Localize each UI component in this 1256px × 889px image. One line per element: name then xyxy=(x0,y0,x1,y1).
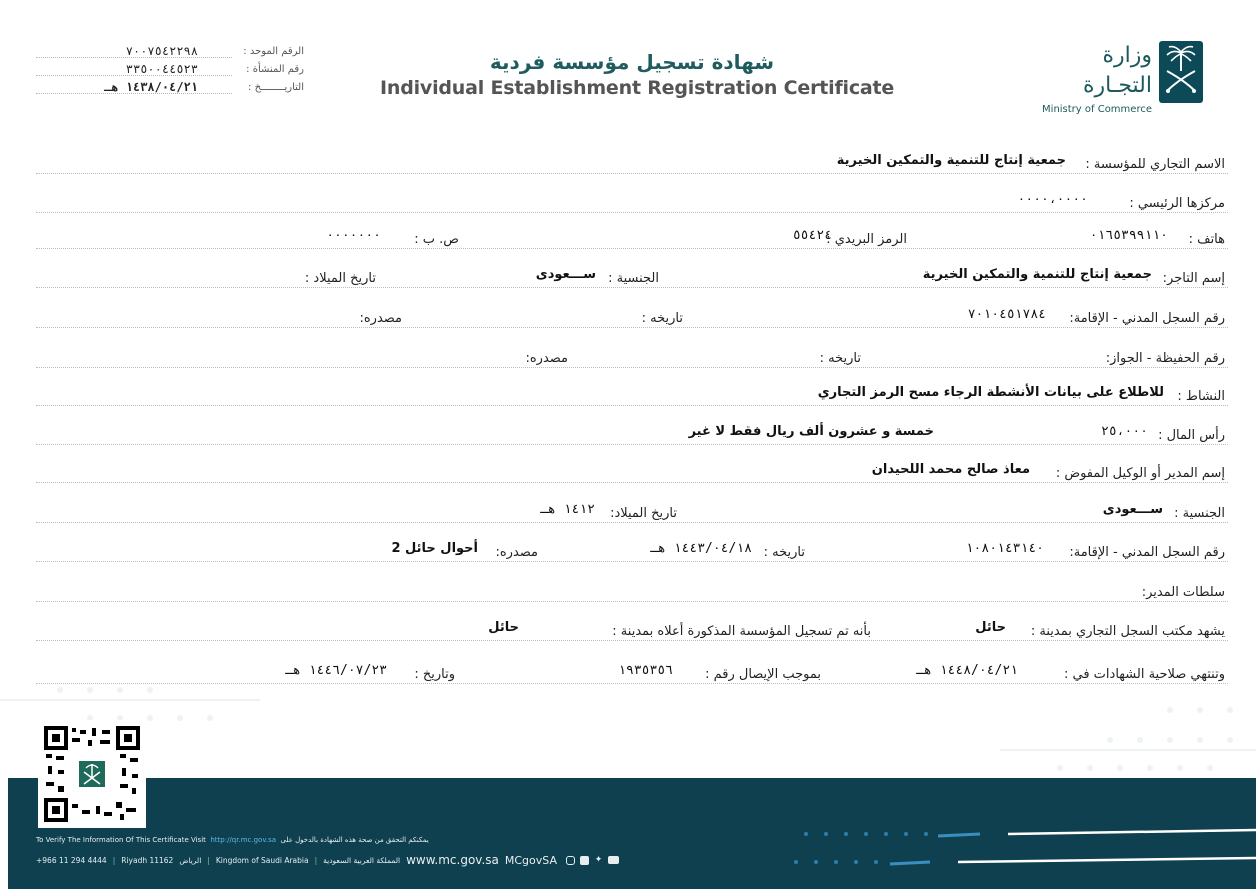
family-id-row xyxy=(36,344,1228,372)
receipt-number-value: ١٩٣٥٣٥٦ xyxy=(618,663,673,678)
merchant-nationality-label: الجنسية : xyxy=(605,271,662,286)
trade-name-value: جمعية إنتاج للتنمية والتمكين الخيرية xyxy=(836,153,1066,168)
certify-office-label: يشهد مكتب السجل التجاري بمدينة : xyxy=(1028,624,1228,639)
qr-code-icon xyxy=(44,726,140,822)
ministry-name-ar: وزارة التجـارة xyxy=(1083,43,1152,98)
activity-row xyxy=(36,382,1228,410)
facebook-icon[interactable] xyxy=(580,856,589,865)
po-box-value: ٠٠٠٠٠٠٠ xyxy=(326,228,381,243)
manager-birthdate-value: ١٤١٢ هـ xyxy=(540,502,595,517)
manager-civil-row xyxy=(36,538,1228,566)
receipt-date-value: ١٤٤٦/٠٧/٢٣ هـ xyxy=(285,663,387,678)
establishment-number-label: رقم المنشأة : xyxy=(246,64,304,75)
manager-civil-source-value: أحوال حائل 2 xyxy=(391,541,478,556)
capital-label: رأس المال : xyxy=(1155,428,1228,443)
activity-value: للاطلاع على بيانات الأنشطة الرجاء مسح الرمز التجاري xyxy=(817,385,1164,400)
verify-text-en: To Verify The Information Of This Certificate Visit xyxy=(36,836,206,844)
verify-url-link[interactable]: http://qr.mc.gov.sa xyxy=(210,836,277,844)
manager-nationality-value: ســـعودى xyxy=(1102,502,1163,517)
instagram-icon[interactable] xyxy=(566,856,575,865)
footer-country-en: Kingdom of Saudi Arabia xyxy=(215,855,309,865)
receipt-number-label: بموجب الإيصال رقم : xyxy=(702,667,824,682)
civil-registry-value: ٧٠١٠٤٥١٧٨٤ xyxy=(967,307,1046,322)
issue-date-label: التاريــــــــخ : xyxy=(248,82,304,93)
phone-value: ٠١٦٥٣٩٩١١٠ xyxy=(1089,228,1168,243)
civil-registry-label: رقم السجل المدني - الإقامة: xyxy=(1066,311,1228,326)
receipt-date-label: وتاريخ : xyxy=(411,667,458,682)
footer-country-ar: المملكة العربية السعودية xyxy=(323,855,401,865)
certify-office-city: حائل xyxy=(975,620,1006,635)
footer-city-ar: الرياض xyxy=(179,855,202,865)
manager-civil-label: رقم السجل المدني - الإقامة: xyxy=(1066,545,1228,560)
civil-registry-source-label: مصدره: xyxy=(356,311,405,326)
capital-row xyxy=(36,421,1228,449)
headquarters-label: مركزها الرئيسي : xyxy=(1126,196,1228,211)
family-id-label: رقم الحفيظة - الجواز: xyxy=(1103,351,1228,366)
certificate-title-ar: شهادة تسجيل مؤسسة فردية xyxy=(489,50,775,74)
saudi-emblem-icon xyxy=(1159,41,1203,103)
registered-city-label: بأنه تم تسجيل المؤسسة المذكورة أعلاه بمدينة : xyxy=(609,624,874,639)
manager-civil-source-label: مصدره: xyxy=(492,545,541,560)
postal-code-label: الرمز البريدي : xyxy=(823,232,910,247)
family-id-date-label: تاريخه : xyxy=(817,351,864,366)
ministry-logo-text xyxy=(1030,41,1152,115)
youtube-icon[interactable] xyxy=(608,856,619,864)
establishment-number-value: ٣٣٥٠٠٤٤٥٢٣ xyxy=(36,62,232,76)
manager-row xyxy=(36,459,1228,487)
registered-city-value: حائل xyxy=(488,620,519,635)
footer-decoration xyxy=(780,826,1256,874)
manager-name-value: معاذ صالح محمد اللحيدان xyxy=(871,462,1030,477)
verify-text-ar: يمكنكم التحقق من صحة هذه الشهادة بالدخول على xyxy=(280,836,429,844)
expiry-label: وتنتهي صلاحية الشهادات في : xyxy=(1061,667,1228,682)
certificate-title-en: Individual Establishment Registration Certificate xyxy=(380,77,895,99)
trade-name-row xyxy=(36,150,1228,178)
footer-phone: +966 11 294 4444 xyxy=(36,855,107,865)
establishment-number-row xyxy=(36,62,304,78)
ministry-name-en: Ministry of Commerce xyxy=(1042,104,1152,115)
phone-label: هاتف : xyxy=(1186,232,1228,247)
manager-civil-value: ١٠٨٠١٤٣١٤٠ xyxy=(965,541,1044,556)
background-pattern xyxy=(0,600,1256,780)
civil-registry-row xyxy=(36,304,1228,332)
po-box-label: ص. ب : xyxy=(411,232,462,247)
twitter-icon[interactable]: ✦ xyxy=(594,855,603,865)
merchant-nationality-value: ســـعودى xyxy=(535,267,596,282)
trade-name-label: الاسم التجاري للمؤسسة : xyxy=(1082,157,1228,172)
merchant-name-value: جمعية إنتاج للتنمية والتمكين الخيرية xyxy=(922,267,1152,282)
verification-note xyxy=(36,836,429,844)
merchant-row xyxy=(36,264,1228,292)
footer-social-handle: MCgovSA xyxy=(504,853,557,867)
expiry-value: ١٤٤٨/٠٤/٢١ هـ xyxy=(916,663,1018,678)
manager-label: إسم المدير أو الوكيل المفوض : xyxy=(1053,466,1228,481)
manager-nationality-row xyxy=(36,499,1228,527)
contact-bar: +966 11 294 4444 | Riyadh 11162 الرياض | Kingdom of Saudi Arabia | المملكة العربية السعودية www.mc.gov.sa MCgovSA ✦ xyxy=(36,853,619,867)
capital-value: ٢٥،٠٠٠ xyxy=(1101,424,1148,439)
activity-label: النشاط : xyxy=(1174,389,1228,404)
manager-civil-date-label: تاريخه : xyxy=(761,545,808,560)
headquarters-value: ٠٠٠٠،٠٠٠٠ xyxy=(1017,192,1088,207)
issue-date-row xyxy=(36,80,304,96)
family-id-source-label: مصدره: xyxy=(522,351,571,366)
capital-in-words: خمسة و عشرون ألف ريال فقط لا غير xyxy=(688,424,934,439)
contact-row xyxy=(36,225,1228,253)
verification-qr-code[interactable] xyxy=(38,720,146,828)
issue-date-value: ١٤٣٨/٠٤/٢١ هـ xyxy=(36,80,232,94)
manager-birthdate-label: تاريخ الميلاد: xyxy=(607,506,680,521)
merchant-birthdate-label: تاريخ الميلاد : xyxy=(302,271,379,286)
headquarters-row xyxy=(36,189,1228,217)
postal-code-value: ٥٥٤٢٤ xyxy=(792,228,832,243)
manager-authorities-label: سلطات المدير: xyxy=(1139,585,1228,600)
unified-number-label: الرقم الموحد : xyxy=(243,46,304,57)
unified-number-row xyxy=(36,44,304,60)
unified-number-value: ٧٠٠٧٥٤٢٢٩٨ xyxy=(36,44,232,58)
merchant-name-label: إسم التاجر: xyxy=(1160,271,1228,286)
manager-civil-date-value: ١٤٤٣/٠٤/١٨ هـ xyxy=(650,541,752,556)
manager-nationality-label: الجنسية : xyxy=(1171,506,1228,521)
footer-website-link[interactable]: www.mc.gov.sa xyxy=(406,853,499,867)
civil-registry-date-label: تاريخه : xyxy=(639,311,686,326)
footer-city-en: Riyadh 11162 xyxy=(121,855,174,865)
